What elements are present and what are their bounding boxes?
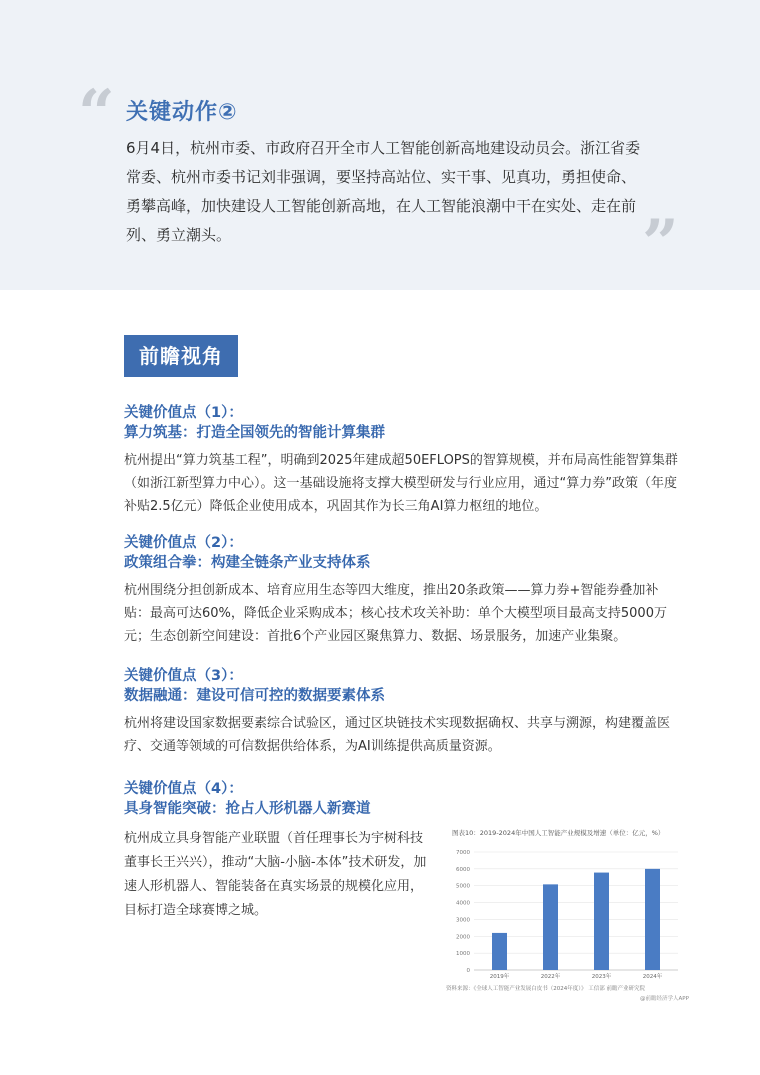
y-tick-label: 4000	[456, 900, 470, 907]
value-point-label: 关键价值点（1）：	[124, 405, 243, 421]
quote-title: 关键动作②	[126, 100, 238, 125]
value-point-heading: 具身智能突破：抢占人形机器人新赛道	[124, 801, 371, 817]
y-tick-label: 7000	[456, 850, 470, 856]
value-point-3	[124, 666, 684, 758]
value-point-text: 杭州将建设国家数据要素综合试验区，通过区块链技术实现数据确权、共享与溯源，构建覆盖医疗、交通等领域的可信数据供给体系，为AI训练提供高质量资源。	[124, 716, 671, 754]
quote-body: 6月4日，杭州市委、市政府召开全市人工智能创新高地建设动员会。浙江省委常委、杭州市委书记刘非强调，要坚持高站位、实干事、见真功，勇担使命、勇攀高峰，加快建设人工智能创新高地，在人工智能浪潮中干在实处、走在前列、勇立潮头。	[126, 139, 641, 244]
open-quote-icon: “	[78, 76, 115, 151]
value-point-text: 杭州提出“算力筑基工程”，明确到2025年建成超50EFLOPS的智算规模，并布局高性能智算集群（如浙江新型算力中心）。这一基础设施将支撑大模型研发与行业应用，通过“算力券”政策（年度补贴2.5亿元）降低企业使用成本，巩固其作为长三角AI算力枢纽的地位。	[124, 453, 678, 514]
y-tick-label: 3000	[456, 917, 470, 924]
bar	[543, 884, 558, 970]
figure-chart	[446, 822, 689, 1006]
quote-band	[0, 0, 760, 290]
y-tick-label: 6000	[456, 866, 470, 873]
x-tick-label: 2019年	[489, 974, 510, 980]
bar-chart	[446, 822, 686, 982]
value-point-label: 关键价值点（3）：	[124, 668, 243, 684]
close-quote-icon: ”	[642, 206, 679, 281]
chart-title: 图表10：2019-2024年中国人工智能产业规模及增速（单位：亿元，%）	[452, 829, 665, 837]
section-title: 前瞻视角	[124, 335, 238, 377]
value-point-heading: 数据融通：建设可信可控的数据要素体系	[124, 688, 385, 704]
value-point-heading: 政策组合拳：构建全链条产业支持体系	[124, 555, 371, 571]
y-tick-label: 0	[466, 968, 470, 974]
x-tick-label: 2022年	[540, 974, 561, 980]
bar	[594, 873, 609, 970]
chart-source: 资料来源：《全球人工智能产业发展白皮书（2024年度）》 工信部 前瞻产业研究院	[446, 986, 645, 992]
bar	[492, 933, 507, 970]
value-point-2	[124, 533, 684, 648]
chart-credit: @前瞻经济学人APP	[640, 996, 689, 1002]
x-tick-label: 2023年	[591, 974, 612, 980]
value-point-text: 杭州围绕分担创新成本、培育应用生态等四大维度，推出20条政策——算力券+智能券叠加补贴：最高可达60%，降低企业采购成本；核心技术攻关补助：单个大模型项目最高支持5000万元；生态创新空间建设：首批6个产业园区聚焦算力、数据、场景服务，加速产业集聚。	[124, 583, 667, 644]
y-tick-label: 5000	[456, 883, 470, 890]
value-point-text: 杭州成立具身智能产业联盟（首任理事长为宇树科技董事长王兴兴），推动“大脑-小脑-本体”技术研发，加速人形机器人、智能装备在真实场景的规模化应用，目标打造全球赛博之城。	[124, 831, 427, 918]
y-tick-label: 2000	[456, 934, 470, 941]
y-tick-label: 1000	[456, 951, 470, 958]
value-point-1	[124, 403, 684, 518]
x-tick-label: 2024年	[642, 974, 663, 980]
value-point-label: 关键价值点（2）：	[124, 535, 243, 551]
bar	[645, 869, 660, 970]
value-point-label: 关键价值点（4）：	[124, 781, 243, 797]
value-point-heading: 算力筑基：打造全国领先的智能计算集群	[124, 425, 385, 441]
